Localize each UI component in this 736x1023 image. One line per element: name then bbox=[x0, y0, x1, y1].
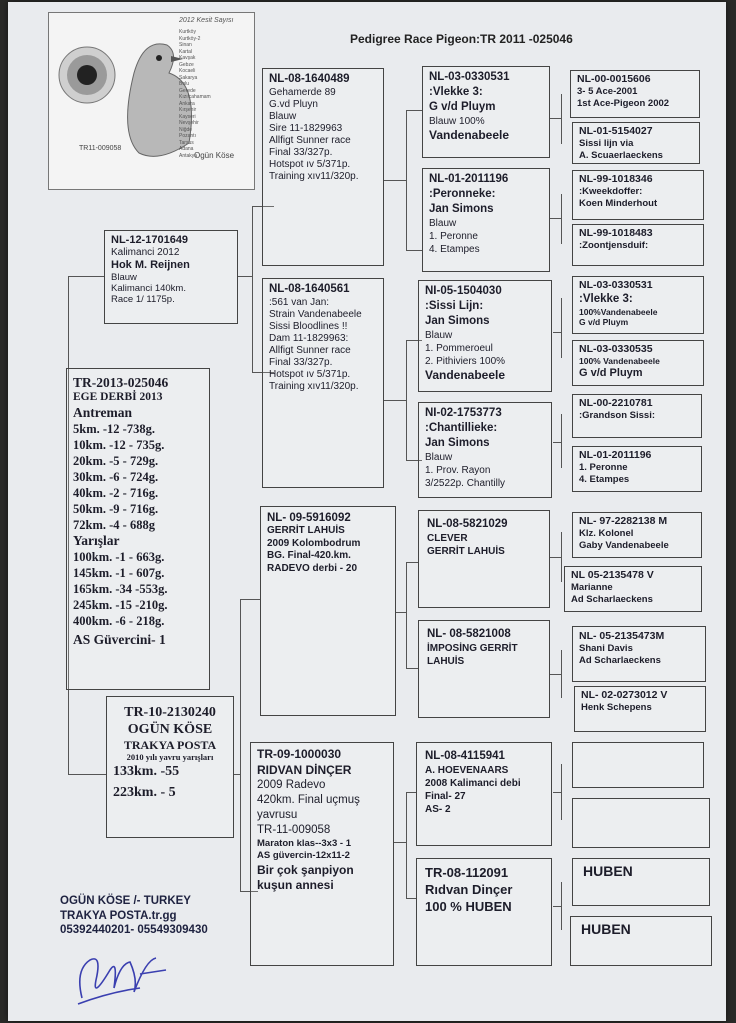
pedigree-line: 1st Ace-Pigeon 2002 bbox=[577, 98, 670, 109]
photo-owner: Ogün Köse bbox=[194, 151, 235, 160]
pedigree-line: :Chantillieke: bbox=[425, 421, 498, 434]
pedigree-line: :Vlekke 3: bbox=[429, 85, 483, 98]
pedigree-line: Blauw bbox=[269, 110, 297, 122]
pedigree-line: Allfigt Sunner race bbox=[269, 134, 351, 146]
pedigree-sheet bbox=[8, 2, 726, 1021]
pedigree-line: TR-09-1000030 bbox=[257, 747, 342, 761]
pedigree-line: Hotspot ıv 5/371p. bbox=[269, 368, 351, 380]
gen4-box-11 bbox=[572, 626, 706, 682]
gen4-box-10 bbox=[564, 566, 702, 612]
pedigree-line: NL-99-1018483 bbox=[579, 227, 653, 239]
photo-location-item: Tarsus bbox=[179, 139, 194, 146]
pedigree-line: Bir çok şanpiyon bbox=[257, 862, 354, 877]
photo-location-item: Bolu bbox=[179, 81, 190, 87]
sire-sire-box bbox=[262, 68, 384, 266]
pedigree-line: NL-03-0330535 bbox=[579, 343, 653, 355]
pedigree-line: GERRİT LAHUİS bbox=[427, 545, 505, 557]
photo-location-item: Kurtköy bbox=[179, 29, 196, 35]
pedigree-line: 100 % HUBEN bbox=[425, 898, 512, 914]
photo-location-list bbox=[179, 29, 211, 159]
pedigree-line: Blauw 100% bbox=[429, 115, 485, 127]
pedigree-line: NL- 05-2135473M bbox=[579, 630, 665, 642]
pedigree-line: NL 05-2135478 V bbox=[571, 569, 654, 581]
pedigree-line: NL- 97-2282138 M bbox=[579, 515, 668, 527]
pedigree-line: NI-02-1753773 bbox=[425, 407, 502, 419]
training-list bbox=[73, 421, 203, 533]
pedigree-line: :561 van Jan: bbox=[269, 296, 330, 308]
pedigree-line: 2009 Radevo bbox=[257, 779, 326, 792]
gen4-box-4 bbox=[572, 224, 704, 266]
pedigree-line: Jan Simons bbox=[425, 436, 490, 449]
footer-contact bbox=[60, 894, 208, 938]
signature bbox=[70, 940, 180, 1012]
pedigree-line: :Kweekdoffer: bbox=[579, 186, 643, 198]
pedigree-line: 3- 5 Ace-2001 bbox=[577, 86, 638, 98]
pedigree-line: Shani Davis bbox=[579, 643, 633, 655]
pedigree-line: 100%Vandenabeele bbox=[579, 306, 658, 317]
photo-location-item: Kavşak bbox=[179, 55, 196, 61]
pedigree-line: HUBEN bbox=[583, 863, 633, 879]
pedigree-line: Rıdvan Dinçer bbox=[425, 881, 513, 897]
pedigree-line: Klz. Kolonel bbox=[579, 528, 634, 540]
sire-ring: NL-12-1701649 bbox=[111, 234, 189, 246]
pedigree-line: NI-05-1504030 bbox=[425, 285, 502, 297]
pedigree-line: 4. Etampes bbox=[429, 243, 480, 255]
gen4-box-5 bbox=[572, 276, 704, 334]
pedigree-line: 4. Etampes bbox=[579, 474, 630, 485]
pedigree-line: Ad Scharlaeckens bbox=[579, 655, 661, 666]
pedigree-line: Dam 11-1829963: bbox=[269, 332, 349, 344]
gen4-box-1 bbox=[570, 70, 700, 118]
pedigree-line: 10km. -12 - 735g. bbox=[73, 438, 165, 453]
photo-location-item: Pozantı bbox=[179, 133, 196, 139]
pedigree-line: 50km. -9 - 716g. bbox=[73, 502, 159, 517]
pedigree-line: :Vlekke 3: bbox=[579, 293, 633, 306]
gen4-box-6 bbox=[572, 340, 704, 386]
pedigree-line: 2008 Kalimanci debi bbox=[425, 777, 521, 789]
pedigree-line: Hotspot ıv 5/371p. bbox=[269, 158, 351, 170]
pedigree-line: TR-11-009058 bbox=[257, 824, 331, 836]
gen3-box-2 bbox=[422, 168, 550, 272]
pedigree-line: Sire 11-1829963 bbox=[269, 122, 343, 134]
pedigree-line: :Zoontjensduif: bbox=[579, 240, 649, 252]
pedigree-line: 1. Peronne bbox=[579, 462, 628, 474]
pedigree-line: AS- 2 bbox=[425, 803, 451, 815]
footer-line: TRAKYA POSTA.tr.gg bbox=[60, 909, 177, 922]
pedigree-line: BG. Final-420.km. bbox=[267, 550, 351, 562]
pedigree-line: NL-01-5154027 bbox=[579, 125, 653, 137]
dam-dam-box bbox=[250, 742, 394, 966]
pigeon-photo-card bbox=[48, 12, 255, 190]
pedigree-line: Vandenabeele bbox=[429, 127, 510, 142]
photo-location-item: Kurtköy-2 bbox=[179, 35, 201, 42]
pedigree-line: yavrusu bbox=[257, 809, 298, 822]
pedigree-line: NL-01-2011196 bbox=[429, 173, 509, 185]
pedigree-line: Gehamerde 89 bbox=[269, 86, 336, 98]
sire-dam-box bbox=[262, 278, 384, 488]
gen4-box-9 bbox=[572, 512, 702, 558]
pedigree-line: İMPOSİNG GERRİT bbox=[427, 642, 518, 654]
gen4-box-15 bbox=[572, 858, 710, 906]
gen3-box-8 bbox=[416, 858, 552, 966]
gen4-box-8 bbox=[572, 446, 702, 492]
pedigree-line: 2009 Kolombodrum bbox=[267, 537, 361, 549]
photo-ring-caption: TR11-009058 bbox=[79, 145, 122, 152]
photo-location-item: Sakarya bbox=[179, 74, 198, 81]
pedigree-line: RIDVAN DİNÇER bbox=[257, 762, 352, 777]
gen4-box-2 bbox=[572, 122, 700, 164]
gen4-box-13 bbox=[572, 742, 704, 788]
pedigree-line: RADEVO derbi - 20 bbox=[267, 562, 358, 574]
pedigree-line: G v/d Pluym bbox=[579, 317, 629, 328]
pedigree-line: 30km. -6 - 724g. bbox=[73, 470, 159, 485]
pedigree-line: Blauw bbox=[429, 217, 457, 229]
pedigree-line: :Peronneke: bbox=[429, 187, 496, 200]
pedigree-line: Blauw bbox=[425, 329, 453, 341]
pedigree-line: G v/d Pluym bbox=[579, 366, 643, 379]
pedigree-line: 245km. -15 -210g. bbox=[73, 598, 168, 613]
pedigree-line: 165km. -34 -553g. bbox=[73, 582, 168, 597]
gen3-box-5 bbox=[418, 510, 550, 608]
photo-location-item: Antakya bbox=[179, 152, 198, 159]
pedigree-line: Ad Scharlaeckens bbox=[571, 594, 653, 605]
pedigree-line: NL-00-2210781 bbox=[579, 397, 653, 409]
pedigree-line: NL- 08-5821008 bbox=[427, 628, 511, 640]
subject-ring: TR-2013-025046 bbox=[73, 375, 169, 390]
gen3-box-1 bbox=[422, 66, 550, 158]
pedigree-line: 400km. -6 - 218g. bbox=[73, 614, 165, 629]
pedigree-line: NL-08-1640489 bbox=[269, 73, 350, 85]
gen4-box-14 bbox=[572, 798, 710, 848]
photo-location-item: Niğde bbox=[179, 126, 193, 133]
pedigree-line: Koen Minderhout bbox=[579, 198, 658, 209]
photo-location-item: Kocaeli bbox=[179, 68, 196, 74]
photo-year-text: 2012 Kesit Sayısı bbox=[179, 17, 234, 24]
pedigree-line: CLEVER bbox=[427, 532, 468, 544]
pedigree-line: NL-03-0330531 bbox=[579, 279, 653, 291]
pedigree-line: NL-99-1018346 bbox=[579, 173, 653, 185]
pedigree-line: 100% Vandenabeele bbox=[579, 356, 660, 367]
photo-location-item: Kırşehir bbox=[179, 107, 197, 113]
pedigree-line: A. HOEVENAARS bbox=[425, 764, 509, 776]
pedigree-line: 1. Pommeroeul bbox=[425, 342, 493, 354]
dam-ring: TR-10-2130240 bbox=[124, 705, 216, 720]
pedigree-line: A. Scuaerlaeckens bbox=[579, 150, 663, 161]
pedigree-line: NL-01-2011196 bbox=[579, 449, 652, 461]
gen3-box-7 bbox=[416, 742, 552, 846]
pedigree-line: 5km. -12 -738g. bbox=[73, 422, 155, 437]
subject-award: AS Güvercini- 1 bbox=[73, 632, 166, 648]
photo-location-item: Nevşehir bbox=[179, 120, 199, 126]
pedigree-line: Training xıv11/320p. bbox=[269, 170, 359, 182]
photo-location-item: Gebze bbox=[179, 61, 194, 68]
pedigree-line: G.vd Pluyn bbox=[269, 98, 318, 110]
pedigree-line: TR-08-112091 bbox=[425, 865, 509, 880]
pedigree-line: NL-00-0015606 bbox=[577, 73, 651, 85]
pedigree-line: Final- 27 bbox=[425, 790, 466, 802]
pedigree-line: kuşun annesi bbox=[257, 878, 334, 893]
pedigree-line: :Grandson Sissi: bbox=[579, 410, 656, 422]
gen3-box-3 bbox=[418, 280, 552, 392]
pedigree-line: Maraton klas--3x3 - 1 bbox=[257, 837, 351, 849]
pedigree-line: Strain Vandenabeele bbox=[269, 308, 362, 320]
pedigree-line: NL-08-1640561 bbox=[269, 283, 350, 295]
pedigree-line: Jan Simons bbox=[429, 202, 494, 215]
pedigree-line: 145km. -1 - 607g. bbox=[73, 566, 165, 581]
page-title: Pedigree Race Pigeon:TR 2011 -025046 bbox=[350, 32, 573, 46]
pedigree-line: 72km. -4 - 688g bbox=[73, 518, 155, 533]
pedigree-line: Blauw bbox=[425, 451, 453, 463]
pedigree-line: Marianne bbox=[571, 582, 613, 594]
pedigree-line: 1. Peronne bbox=[429, 230, 478, 242]
pigeon-photo bbox=[49, 13, 254, 189]
pedigree-line: :Sissi Lijn: bbox=[425, 299, 484, 312]
photo-location-item: Sinan bbox=[179, 42, 192, 48]
photo-location-item: Kayseri bbox=[179, 113, 196, 120]
photo-location-item: Gerede bbox=[179, 87, 196, 94]
pedigree-line: Sissi lijn via bbox=[579, 138, 634, 150]
pedigree-line: NL-08-4115941 bbox=[425, 750, 505, 762]
pedigree-line: NL-08-5821029 bbox=[427, 518, 508, 530]
pedigree-line: 100km. -1 - 663g. bbox=[73, 550, 165, 565]
gen3-box-6 bbox=[418, 620, 550, 718]
pedigree-line: LAHUİS bbox=[427, 655, 465, 667]
dam-sire-box bbox=[260, 506, 396, 716]
gen4-box-16 bbox=[570, 916, 712, 966]
photo-location-item: Kartal bbox=[179, 48, 193, 55]
pedigree-line: GERRİT LAHUİS bbox=[267, 525, 345, 537]
gen4-box-3 bbox=[572, 170, 704, 220]
pedigree-line: G v/d Pluym bbox=[429, 100, 496, 113]
pedigree-line: Vandenabeele bbox=[425, 367, 506, 382]
pedigree-line: 2. Pithiviers 100% bbox=[425, 355, 506, 367]
sire-box: NL-12-1701649 Kalimanci 2012 Hok M. Reijnen Blauw Kalimanci 140km. Race 1/ 1175p. bbox=[104, 230, 238, 324]
pedigree-line: Gaby Vandenabeele bbox=[579, 540, 669, 551]
pedigree-line: HUBEN bbox=[581, 921, 631, 937]
pedigree-line: NL- 02-0273012 V bbox=[581, 689, 668, 701]
gen4-box-7 bbox=[572, 394, 702, 438]
pedigree-line: Final 33/327p. bbox=[269, 146, 333, 158]
pedigree-line: NL-03-0330531 bbox=[429, 71, 510, 83]
footer-line: 05392440201- 05549309430 bbox=[60, 924, 208, 937]
gen3-box-4 bbox=[418, 402, 552, 498]
gen4-box-12 bbox=[574, 686, 706, 732]
pedigree-line: 420km. Final uçmuş bbox=[257, 794, 360, 807]
subject-box: TR-2013-025046 EGE DERBİ 2013 Antreman 5km. -12 -738g. 10km. -12 - 735g. 20km. -5 - 729g. 30km. -6 - 724g. 40km. -2 - 716g. 50km. -9 - 716g. 72km. -4 - 688g Yarışlar 100km. -1 - 663g. 145km. -1 - 607g. 165km. -34 -553g. 245km. -15 -210g. 400km. -6 - 218g. AS Güvercini- 1 bbox=[66, 368, 210, 690]
photo-location-item: Kızılcahamam bbox=[179, 94, 211, 100]
photo-location-item: Ankara bbox=[179, 100, 195, 107]
pedigree-line: Henk Schepens bbox=[581, 702, 652, 714]
pedigree-line: 1. Prov. Rayon bbox=[425, 464, 491, 476]
race-list bbox=[73, 549, 203, 629]
pedigree-line: Final 33/327p. bbox=[269, 356, 333, 368]
pedigree-line: Training xıv11/320p. bbox=[269, 380, 359, 392]
pedigree-line: Allfigt Sunner race bbox=[269, 344, 351, 356]
pedigree-line: NL- 09-5916092 bbox=[267, 512, 351, 524]
footer-line: OGÜN KÖSE /- TURKEY bbox=[60, 895, 191, 907]
pedigree-line: AS güvercin-12x11-2 bbox=[257, 850, 350, 862]
photo-location-item: Adana bbox=[179, 146, 194, 152]
pedigree-line: Jan Simons bbox=[425, 314, 490, 327]
pedigree-line: 40km. -2 - 716g. bbox=[73, 486, 159, 501]
pedigree-line: 3/2522p. Chantilly bbox=[425, 477, 506, 489]
dam-box: TR-10-2130240 OGÜN KÖSE TRAKYA POSTA 2010 yılı yavru yarışları 133km. -55 223km. - 5 bbox=[106, 696, 234, 838]
pedigree-line: 20km. -5 - 729g. bbox=[73, 454, 159, 469]
pedigree-line: Sissi Bloodlines !! bbox=[269, 320, 348, 332]
